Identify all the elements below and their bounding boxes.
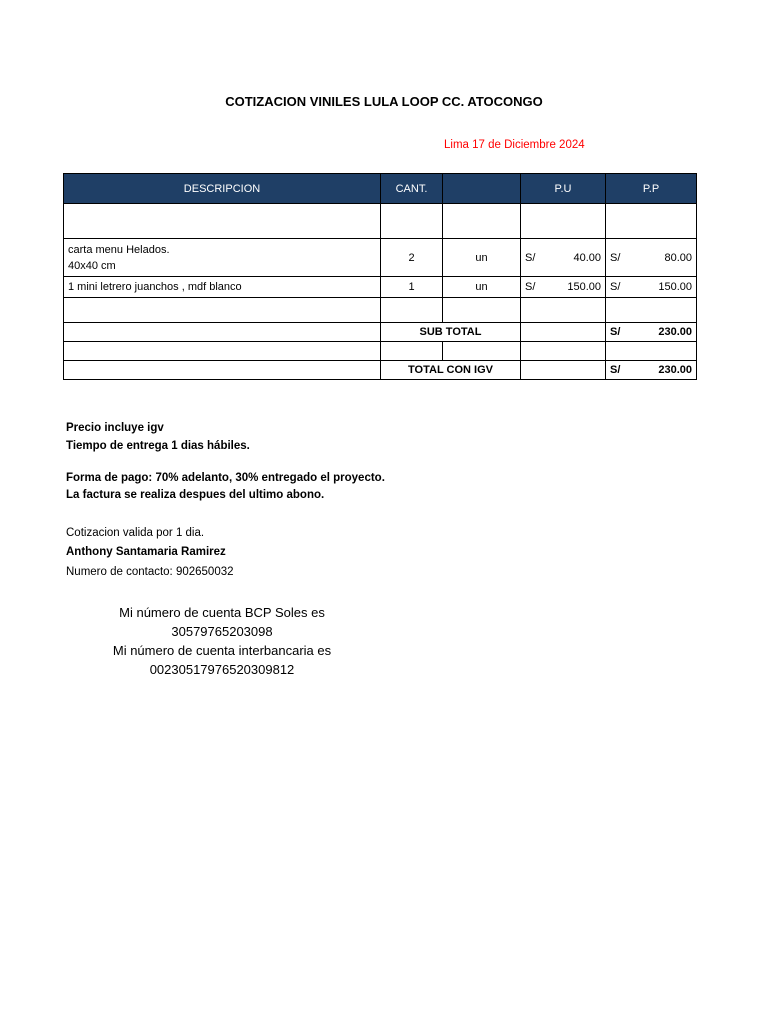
item-pp: S/ 150.00 xyxy=(606,277,697,298)
total-value: S/ 230.00 xyxy=(606,361,697,380)
note-delivery: Tiempo de entrega 1 dias hábiles. xyxy=(66,440,250,452)
header-pp: P.P xyxy=(606,174,697,204)
table-row xyxy=(64,239,697,277)
item-description: 1 mini letrero juanchos , mdf blanco xyxy=(64,277,381,298)
note-invoice: La factura se realiza despues del ultimo abono. xyxy=(66,489,325,501)
item-pp: S/ 80.00 xyxy=(606,239,697,277)
total-row xyxy=(64,361,697,380)
table-row-empty xyxy=(64,342,697,361)
note-payment: Forma de pago: 70% adelanto, 30% entregado el proyecto. xyxy=(66,472,385,484)
table-row-empty xyxy=(64,298,697,323)
bank-account-number: 30579765203098 xyxy=(171,624,273,639)
note-igv: Precio incluye igv xyxy=(66,422,164,434)
bank-account-label: Mi número de cuenta BCP Soles es xyxy=(119,605,325,620)
quote-table xyxy=(63,173,697,380)
contact-number: Numero de contacto: 902650032 xyxy=(66,566,234,578)
total-label: TOTAL CON IGV xyxy=(381,361,521,380)
table-header-row xyxy=(64,174,697,204)
document-title: COTIZACION VINILES LULA LOOP CC. ATOCONGO xyxy=(225,94,543,109)
table-row xyxy=(64,277,697,298)
contact-name: Anthony Santamaria Ramirez xyxy=(66,546,226,558)
item-qty: 2 xyxy=(381,239,443,277)
subtotal-label: SUB TOTAL xyxy=(381,323,521,342)
item-qty: 1 xyxy=(381,277,443,298)
table-row-empty xyxy=(64,204,697,239)
interbank-account-label: Mi número de cuenta interbancaria es xyxy=(112,643,332,658)
item-pu: S/ 40.00 xyxy=(521,239,606,277)
header-descripcion: DESCRIPCION xyxy=(64,174,381,204)
item-pu: S/ 150.00 xyxy=(521,277,606,298)
quote-date: Lima 17 de Diciembre 2024 xyxy=(444,139,585,151)
header-cant: CANT. xyxy=(381,174,443,204)
header-pu: P.U xyxy=(521,174,606,204)
header-unit xyxy=(443,174,521,204)
note-validity: Cotizacion valida por 1 dia. xyxy=(66,527,205,539)
subtotal-value: S/ 230.00 xyxy=(606,323,697,342)
interbank-account-number: 00230517976520309812 xyxy=(149,662,295,677)
item-description: carta menu Helados. 40x40 cm xyxy=(64,239,381,277)
subtotal-row xyxy=(64,323,697,342)
item-unit: un xyxy=(443,239,521,277)
item-unit: un xyxy=(443,277,521,298)
